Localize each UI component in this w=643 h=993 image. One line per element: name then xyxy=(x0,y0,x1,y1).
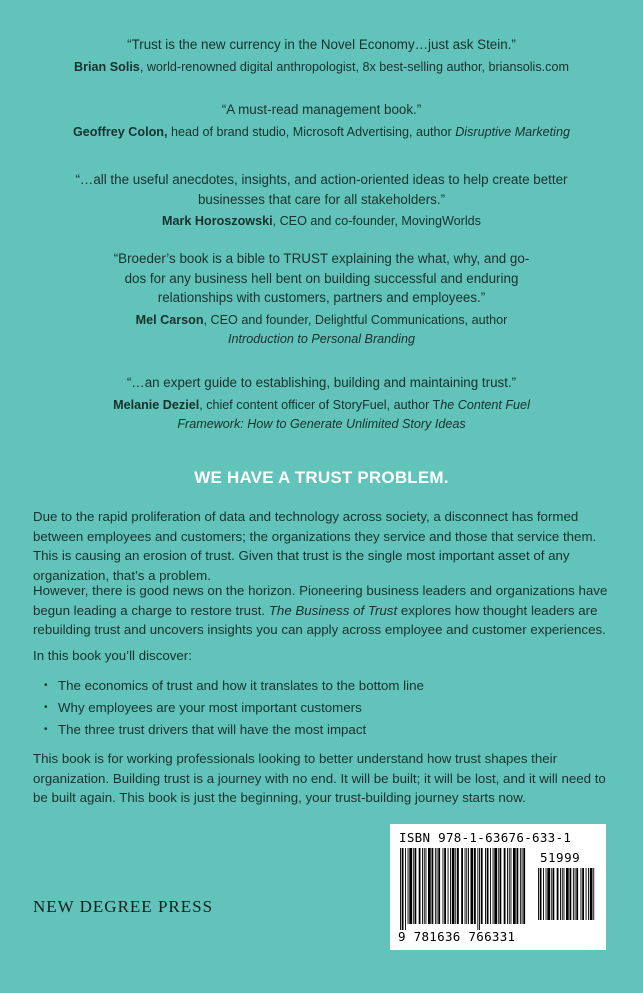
endorser-name: Melanie Deziel xyxy=(113,397,200,412)
barcode-bar xyxy=(557,868,559,920)
barcode-bar xyxy=(573,868,574,920)
barcode-bar xyxy=(582,868,584,920)
book-title: The Business of Trust xyxy=(268,602,398,618)
barcode-bar xyxy=(538,868,539,920)
barcode-bar xyxy=(435,848,436,924)
barcode-bar xyxy=(540,868,542,920)
book-title: he Content Fuel xyxy=(440,397,530,412)
endorsement-quote: “…an expert guide to establishing, building and maintaining trust.” xyxy=(126,375,517,390)
barcode-bar xyxy=(522,848,523,924)
barcode-bar xyxy=(588,868,589,920)
barcode-bar xyxy=(590,868,593,920)
barcode-bar xyxy=(443,848,444,924)
barcode-bar xyxy=(402,848,404,930)
barcode-bar xyxy=(437,848,438,924)
paragraph-text: However, there is good news on the horizon. Pioneering business leaders and organizations have begun leading a charge to restore trust. xyxy=(33,583,608,618)
endorsement-deziel xyxy=(0,373,643,435)
barcode-bar xyxy=(507,848,508,924)
endorser-role: head of brand studio, Microsoft Advertising, author xyxy=(167,124,456,139)
barcode-bar xyxy=(408,848,409,924)
barcode-bar xyxy=(493,848,494,924)
endorsement-attribution xyxy=(0,123,643,143)
endorsement-quote-line: businesses that care for all stakeholders.” xyxy=(197,191,446,207)
endorsement-horoszowski xyxy=(0,170,643,232)
endorsement-attribution xyxy=(0,396,643,435)
endorser-name: Geoffrey Colon, xyxy=(73,124,168,139)
barcode-bar xyxy=(415,848,417,924)
barcode-bar xyxy=(419,848,421,924)
barcode-bar xyxy=(413,848,414,924)
endorsement-quote-line: dos for any business hell bent on building successful and enduring xyxy=(124,270,519,286)
barcode-bar xyxy=(513,848,516,924)
list-item: • Why employees are your most important customers xyxy=(44,697,629,719)
addon-barcode-bars xyxy=(538,868,596,926)
price-code: 51999 xyxy=(540,850,581,865)
ean-barcode-bars xyxy=(400,848,528,930)
barcode-bar xyxy=(471,848,474,924)
barcode-bar xyxy=(593,868,594,920)
barcode-bar xyxy=(546,868,547,920)
publisher-name: NEW DEGREE PRESS xyxy=(33,897,214,916)
barcode-bar xyxy=(479,848,480,930)
isbn-barcode xyxy=(390,824,606,950)
endorsement-quote-line: “Broeder’s book is a bible to TRUST explaining the what, why, and go- xyxy=(113,251,530,266)
barcode-bar xyxy=(490,848,491,924)
barcode-bar xyxy=(468,848,469,924)
barcode-bar xyxy=(428,848,431,924)
endorsement-attribution xyxy=(0,58,643,78)
isbn-number: ISBN 978-1-63676-633-1 xyxy=(399,830,572,845)
barcode-bar xyxy=(562,868,563,920)
barcode-bar xyxy=(575,868,576,920)
barcode-bar xyxy=(576,868,578,920)
endorser-name: Mark Horoszowski xyxy=(162,214,273,228)
barcode-bar xyxy=(581,868,582,920)
endorser-role: , CEO and founder, Delightful Communications, author xyxy=(203,312,508,327)
barcode-bar xyxy=(511,848,512,924)
barcode-bar xyxy=(438,848,440,924)
barcode-bar xyxy=(543,868,544,920)
endorsement-colon xyxy=(0,100,643,142)
barcode-bar xyxy=(409,848,412,924)
barcode-bar xyxy=(450,848,451,924)
barcode-bar xyxy=(487,848,489,924)
barcode-bar xyxy=(570,868,572,920)
barcode-bar xyxy=(547,868,550,920)
endorser-role: , chief content officer of StoryFuel, author T xyxy=(199,397,441,412)
barcode-bar xyxy=(448,848,449,924)
barcode-bar xyxy=(498,848,499,924)
headline: WE HAVE A TRUST PROBLEM. xyxy=(194,468,449,487)
barcode-bar xyxy=(551,868,552,920)
barcode-bar xyxy=(560,868,561,920)
barcode-bar xyxy=(400,848,401,930)
list-item: • The three trust drivers that will have the most impact xyxy=(44,719,629,741)
barcode-bar xyxy=(520,848,521,924)
endorser-role: , world-renowned digital anthropologist, 8x best-selling author, briansolis.com xyxy=(139,59,569,74)
bullet-list xyxy=(44,675,629,741)
barcode-bar xyxy=(432,848,434,924)
endorsement-quote-line: “…all the useful anecdotes, insights, and action-oriented ideas to help create better xyxy=(75,172,568,187)
paragraph-good-news xyxy=(33,581,618,640)
barcode-bar xyxy=(564,868,565,920)
endorsement-quote: “Trust is the new currency in the Novel Economy…just ask Stein.” xyxy=(127,37,516,52)
book-title: Framework: How to Generate Unlimited Story Ideas xyxy=(177,417,466,431)
barcode-bar xyxy=(523,848,525,924)
paragraph-text: explores how thought leaders are rebuilding trust and uncovers insights you can apply across employee and customer experiences. xyxy=(33,602,606,637)
barcode-bar xyxy=(466,848,467,924)
paragraph-discover: In this book you’ll discover: xyxy=(33,648,192,663)
endorser-role: , CEO and co-founder, MovingWorlds xyxy=(272,214,481,228)
barcode-bar xyxy=(517,848,519,924)
barcode-bar xyxy=(474,848,476,924)
barcode-bar xyxy=(422,848,423,924)
endorsement-carson xyxy=(0,249,643,350)
endorsement-quote-line: relationships with customers, partners and employees.” xyxy=(157,290,486,305)
endorser-name: Brian Solis xyxy=(74,59,140,74)
barcode-bar xyxy=(405,848,406,930)
barcode-bar xyxy=(477,848,478,930)
book-title: Introduction to Personal Branding xyxy=(228,332,415,346)
barcode-bar xyxy=(455,848,456,924)
barcode-bar xyxy=(424,848,425,924)
endorsement-attribution xyxy=(0,311,643,350)
barcode-bar xyxy=(461,848,463,924)
barcode-bar xyxy=(504,848,506,924)
barcode-bar xyxy=(553,868,555,920)
endorsement-solis xyxy=(0,35,643,77)
book-title: Disruptive Marketing xyxy=(455,124,570,139)
paragraph-audience: This book is for working professionals looking to better understand how trust shapes their organization. Building trust is a journey with no end. It will be built; it will be lost, and it will need to be built again. This book is just the beginning, your trust-building journey starts now. xyxy=(33,751,606,805)
paragraph-intro: Due to the rapid proliferation of data and technology across society, a disconnect has formed between employees and customers; the organizations they service and those that service them. This is causing an erosion of trust. Given that trust is the single most important asset of any organization, that’s a problem. xyxy=(33,509,597,583)
barcode-bar xyxy=(500,848,502,924)
list-item: • The economics of trust and how it translates to the bottom line xyxy=(44,675,629,697)
barcode-bar xyxy=(457,848,459,924)
barcode-bar xyxy=(494,848,497,924)
ean-number: 9 781636 766331 xyxy=(398,929,516,944)
barcode-bar xyxy=(465,848,466,924)
barcode-bar xyxy=(485,848,486,924)
barcode-bar xyxy=(481,848,483,924)
barcode-bar xyxy=(444,848,446,924)
endorsement-attribution xyxy=(0,212,643,232)
barcode-bar xyxy=(586,868,587,920)
barcode-bar xyxy=(509,848,510,924)
endorser-name: Mel Carson xyxy=(135,312,204,327)
barcode-bar xyxy=(452,848,455,924)
barcode-bar xyxy=(426,848,427,924)
endorsement-quote: “A must-read management book.” xyxy=(221,102,422,117)
barcode-bar xyxy=(566,868,569,920)
